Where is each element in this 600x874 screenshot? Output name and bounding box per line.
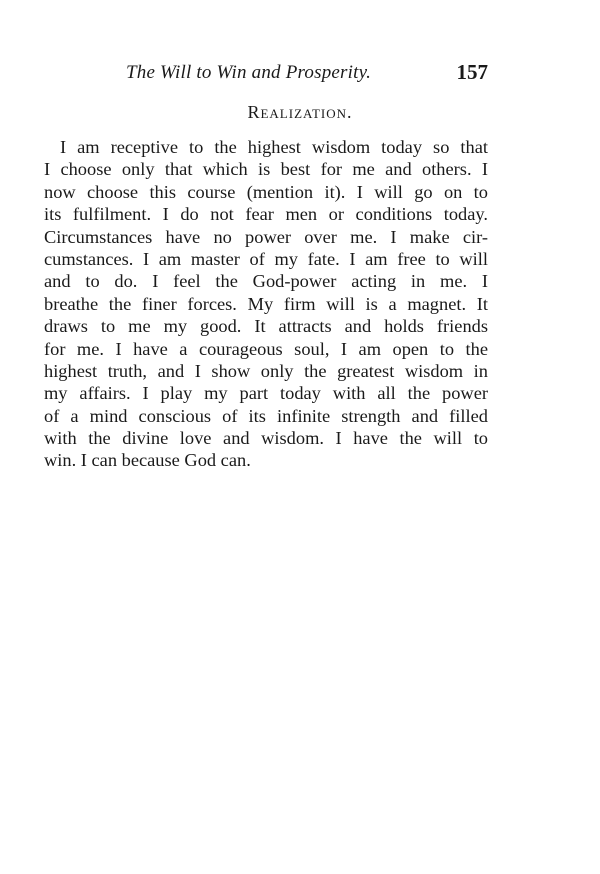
- text-line: I choose only that which is best for me and others. I: [44, 159, 488, 180]
- text-line: now choose this course (mention it). I will go on to: [44, 181, 488, 202]
- text-line: my affairs. I play my part today with all the power: [44, 383, 488, 404]
- text-line: breathe the finer forces. My firm will is a magnet. It: [44, 293, 488, 314]
- text-line: its fulfilment. I do not fear men or conditions today.: [44, 204, 488, 225]
- text-line: Circumstances have no power over me. I make cir-: [44, 226, 488, 247]
- text-line: and to do. I feel the God-power acting in me. I: [44, 271, 488, 292]
- text-line: I am receptive to the highest wisdom today so that: [60, 137, 488, 157]
- page-number: 157: [456, 60, 488, 84]
- text-line: cumstances. I am master of my fate. I am free to will: [44, 248, 488, 269]
- text-line: of a mind conscious of its infinite strength and filled: [44, 405, 488, 426]
- running-title: The Will to Win and Prosperity.: [126, 62, 372, 83]
- section-heading: Realization.: [247, 102, 353, 122]
- body-paragraph: [44, 136, 488, 472]
- running-header: [44, 60, 488, 86]
- text-line: win. I can because God can.: [44, 450, 251, 471]
- text-line: with the divine love and wisdom. I have the will to: [44, 428, 488, 449]
- text-line: highest truth, and I show only the greatest wisdom in: [44, 360, 488, 381]
- text-line: draws to me my good. It attracts and holds friends: [44, 316, 488, 337]
- text-line: for me. I have a courageous soul, I am open to the: [44, 338, 488, 359]
